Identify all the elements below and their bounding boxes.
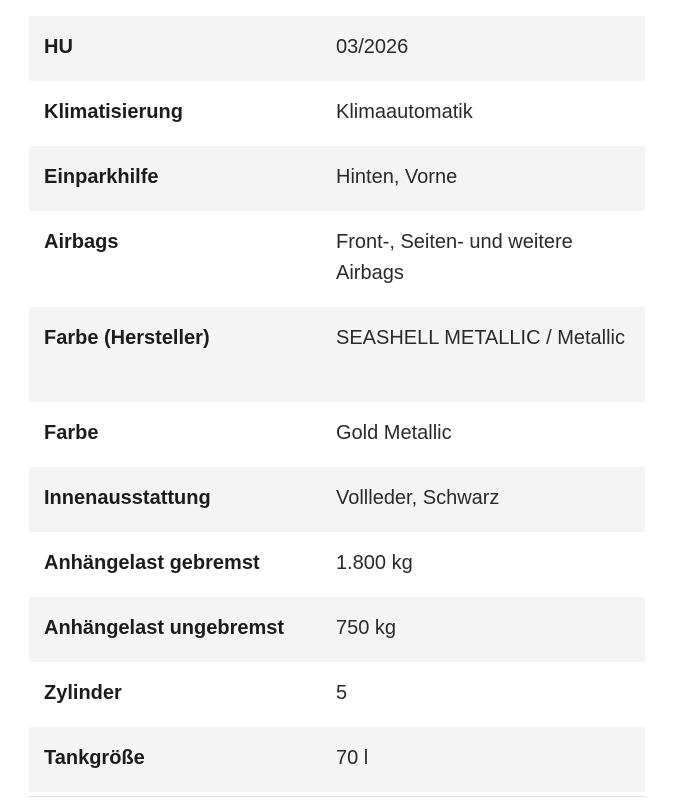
spec-value: 5 xyxy=(336,682,348,704)
spec-row-klimatisierung xyxy=(29,81,645,146)
spec-value: 03/2026 xyxy=(336,36,409,58)
spec-row-airbags xyxy=(29,211,645,307)
spec-label: Einparkhilfe xyxy=(44,166,159,188)
spec-label: Innenausstattung xyxy=(44,487,211,509)
spec-row-tankgroesse xyxy=(29,727,645,792)
spec-row-farbe xyxy=(29,402,645,467)
spec-value: Klimaautomatik xyxy=(336,101,473,123)
spec-value: SEASHELL METALLIC / Metallic xyxy=(336,327,625,349)
spec-label: Airbags xyxy=(44,231,119,253)
spec-row-hu xyxy=(29,16,645,81)
spec-label: Farbe (Hersteller) xyxy=(44,327,210,349)
spec-label: Klimatisierung xyxy=(44,101,183,123)
spec-row-anhaengelast-gebremst xyxy=(29,532,645,597)
spec-label: Farbe xyxy=(44,422,99,444)
spec-label: HU xyxy=(44,36,73,58)
spec-value: 1.800 kg xyxy=(336,552,413,574)
spec-row-anhaengelast-ungebremst xyxy=(29,597,645,662)
vehicle-specs-table xyxy=(29,16,645,792)
spec-value: Vollleder, Schwarz xyxy=(336,487,500,509)
spec-label: Anhängelast gebremst xyxy=(44,552,260,574)
section-divider xyxy=(29,796,645,797)
spec-value: Gold Metallic xyxy=(336,422,452,444)
spec-row-einparkhilfe xyxy=(29,146,645,211)
spec-value: 70 l xyxy=(336,747,369,769)
spec-row-zylinder xyxy=(29,662,645,727)
spec-value: Hinten, Vorne xyxy=(336,166,458,188)
spec-row-innenausstattung xyxy=(29,467,645,532)
spec-label: Anhängelast ungebremst xyxy=(44,617,285,639)
spec-value: 750 kg xyxy=(336,617,397,639)
spec-value: Front-, Seiten- und weitere Airbags xyxy=(336,231,573,284)
spec-label: Tankgröße xyxy=(44,747,145,769)
spec-row-farbe-hersteller xyxy=(29,307,645,402)
spec-label: Zylinder xyxy=(44,682,122,704)
